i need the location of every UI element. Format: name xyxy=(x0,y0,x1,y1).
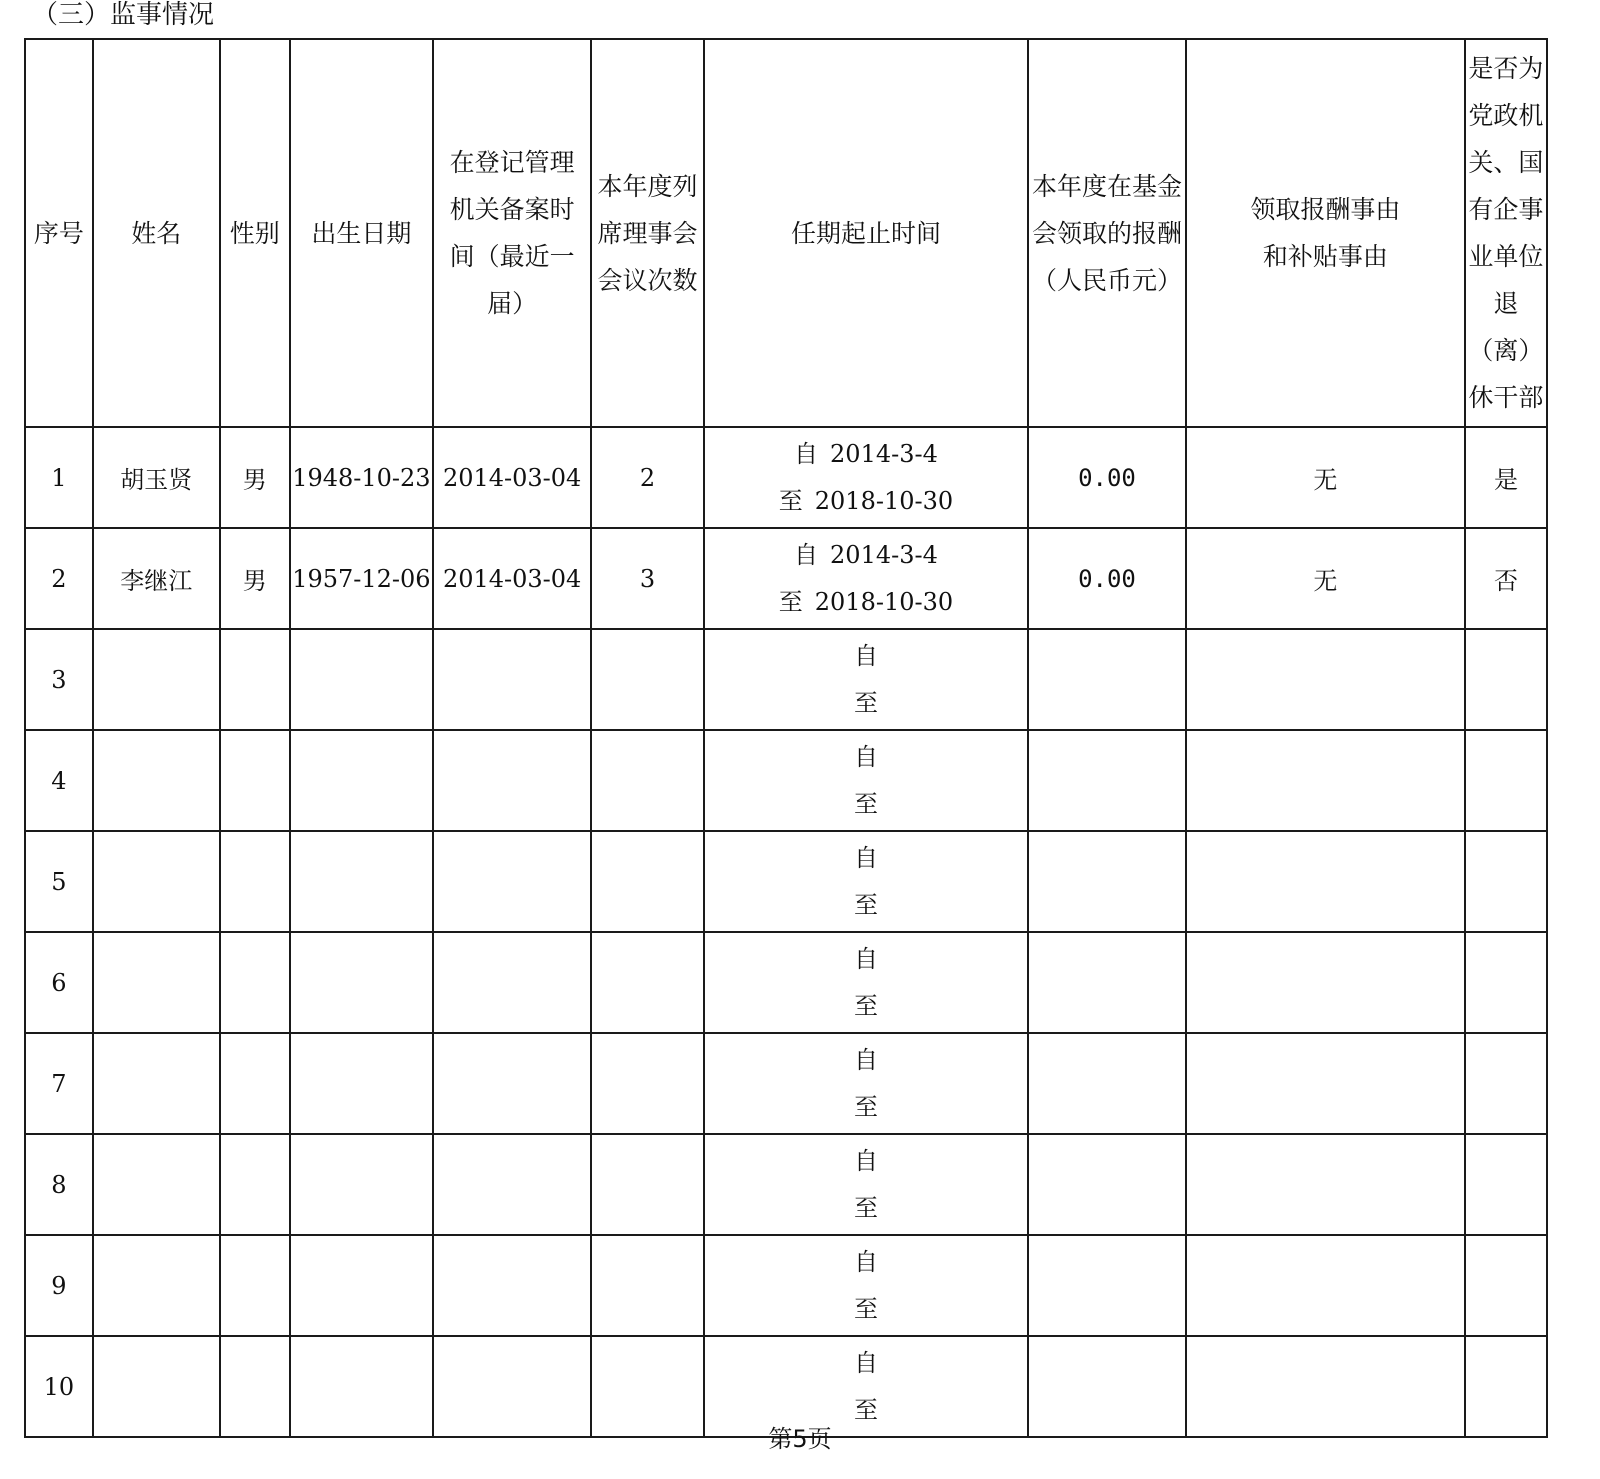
header-seq-label: 序号 xyxy=(33,218,84,248)
row-remuneration: 0.00 xyxy=(1028,427,1186,528)
row-retired-cadre xyxy=(1465,1134,1547,1235)
term-from-word: 自 xyxy=(853,1045,878,1074)
row-gender xyxy=(220,629,290,730)
term-from-date: 2014-3-4 xyxy=(830,540,938,569)
header-registration xyxy=(433,39,591,427)
row-birth-date xyxy=(290,1033,434,1134)
row-term xyxy=(704,1235,1028,1336)
row-meeting-count xyxy=(591,629,704,730)
row-seq: 8 xyxy=(25,1134,93,1235)
header-term xyxy=(704,39,1028,427)
row-retired-cadre xyxy=(1465,1033,1547,1134)
header-remuneration xyxy=(1028,39,1186,427)
row-reason xyxy=(1186,1033,1465,1134)
row-name xyxy=(93,932,220,1033)
row-remuneration xyxy=(1028,1235,1186,1336)
row-remuneration xyxy=(1028,1134,1186,1235)
row-name xyxy=(93,1235,220,1336)
table-row xyxy=(25,730,1547,831)
term-from xyxy=(705,936,1027,983)
table-row xyxy=(25,1033,1547,1134)
header-gender xyxy=(220,39,290,427)
term-from xyxy=(705,1239,1027,1286)
row-registration-date: 2014-03-04 xyxy=(433,427,591,528)
term-from xyxy=(705,1340,1027,1387)
row-seq: 1 xyxy=(25,427,93,528)
header-name xyxy=(93,39,220,427)
page-number: 第5页 xyxy=(768,1425,832,1453)
row-retired-cadre: 是 xyxy=(1465,427,1547,528)
header-meetings xyxy=(591,39,704,427)
header-meetings-label: 本年度列席理事会会议次数 xyxy=(597,171,698,295)
row-registration-date xyxy=(433,730,591,831)
row-reason xyxy=(1186,1134,1465,1235)
row-seq: 7 xyxy=(25,1033,93,1134)
term-to xyxy=(705,1286,1027,1333)
term-from-date: 2014-3-4 xyxy=(830,439,938,468)
term-to xyxy=(705,1185,1027,1232)
row-term xyxy=(704,831,1028,932)
row-seq: 5 xyxy=(25,831,93,932)
term-from xyxy=(705,1037,1027,1084)
term-to-word: 至 xyxy=(778,486,803,515)
term-from xyxy=(705,633,1027,680)
row-name: 李继江 xyxy=(93,528,220,629)
header-remuneration-label: 本年度在基金会领取的报酬（人民币元） xyxy=(1031,171,1182,295)
row-reason xyxy=(1186,1235,1465,1336)
row-gender xyxy=(220,730,290,831)
section-title: （三）监事情况 xyxy=(32,0,215,30)
term-from xyxy=(705,431,1027,478)
row-remuneration: 0.00 xyxy=(1028,528,1186,629)
term-to-word: 至 xyxy=(778,587,803,616)
row-term xyxy=(704,1033,1028,1134)
row-name xyxy=(93,831,220,932)
term-from-word: 自 xyxy=(853,1348,878,1377)
row-seq: 10 xyxy=(25,1336,93,1437)
row-registration-date xyxy=(433,831,591,932)
row-birth-date xyxy=(290,629,434,730)
table-row xyxy=(25,1235,1547,1336)
term-from-word: 自 xyxy=(794,540,819,569)
row-term xyxy=(704,730,1028,831)
row-retired-cadre xyxy=(1465,629,1547,730)
term-to-word: 至 xyxy=(853,890,878,919)
row-meeting-count xyxy=(591,730,704,831)
row-reason xyxy=(1186,629,1465,730)
table-row xyxy=(25,629,1547,730)
row-term xyxy=(704,427,1028,528)
row-reason: 无 xyxy=(1186,528,1465,629)
row-retired-cadre xyxy=(1465,730,1547,831)
term-to-date: 2018-10-30 xyxy=(814,587,954,616)
term-from-word: 自 xyxy=(853,742,878,771)
row-gender xyxy=(220,932,290,1033)
term-to-word: 至 xyxy=(853,789,878,818)
supervisors-table xyxy=(24,38,1548,1438)
row-name xyxy=(93,629,220,730)
table-row xyxy=(25,1134,1547,1235)
table-row xyxy=(25,427,1547,528)
term-from-word: 自 xyxy=(853,944,878,973)
row-seq: 2 xyxy=(25,528,93,629)
term-to-word: 至 xyxy=(853,1092,878,1121)
row-birth-date xyxy=(290,932,434,1033)
row-term xyxy=(704,932,1028,1033)
row-registration-date xyxy=(433,932,591,1033)
row-retired-cadre xyxy=(1465,932,1547,1033)
row-registration-date xyxy=(433,629,591,730)
term-from-word: 自 xyxy=(853,843,878,872)
header-reason xyxy=(1186,39,1465,427)
row-seq: 9 xyxy=(25,1235,93,1336)
term-to xyxy=(705,680,1027,727)
row-retired-cadre xyxy=(1465,831,1547,932)
row-gender: 男 xyxy=(220,528,290,629)
row-meeting-count: 3 xyxy=(591,528,704,629)
term-to xyxy=(705,579,1027,626)
header-party xyxy=(1465,39,1547,427)
row-retired-cadre xyxy=(1465,1235,1547,1336)
row-birth-date xyxy=(290,1235,434,1336)
term-to xyxy=(705,882,1027,929)
header-name-label: 姓名 xyxy=(131,218,182,248)
term-from-word: 自 xyxy=(853,641,878,670)
row-meeting-count xyxy=(591,1033,704,1134)
row-term xyxy=(704,1134,1028,1235)
term-from xyxy=(705,734,1027,781)
row-seq: 6 xyxy=(25,932,93,1033)
row-name xyxy=(93,1033,220,1134)
row-seq: 3 xyxy=(25,629,93,730)
term-to xyxy=(705,1084,1027,1131)
header-seq xyxy=(25,39,93,427)
term-to-word: 至 xyxy=(853,688,878,717)
row-gender xyxy=(220,831,290,932)
row-name xyxy=(93,730,220,831)
row-reason xyxy=(1186,730,1465,831)
header-birth-label: 出生日期 xyxy=(311,218,412,248)
header-registration-label: 在登记管理机关备案时间（最近一届） xyxy=(449,148,575,318)
header-row xyxy=(25,39,1547,427)
row-birth-date: 1948-10-23 xyxy=(290,427,434,528)
term-to-word: 至 xyxy=(853,1395,878,1424)
term-to-word: 至 xyxy=(853,991,878,1020)
term-to-word: 至 xyxy=(853,1294,878,1323)
row-registration-date xyxy=(433,1235,591,1336)
row-birth-date: 1957-12-06 xyxy=(290,528,434,629)
row-remuneration xyxy=(1028,831,1186,932)
row-seq: 4 xyxy=(25,730,93,831)
term-to-word: 至 xyxy=(853,1193,878,1222)
row-name: 胡玉贤 xyxy=(93,427,220,528)
row-birth-date xyxy=(290,730,434,831)
row-reason: 无 xyxy=(1186,427,1465,528)
term-from xyxy=(705,835,1027,882)
row-registration-date xyxy=(433,1033,591,1134)
row-remuneration xyxy=(1028,730,1186,831)
header-birth xyxy=(290,39,434,427)
term-to xyxy=(705,983,1027,1030)
row-birth-date xyxy=(290,831,434,932)
row-gender xyxy=(220,1235,290,1336)
row-name xyxy=(93,1134,220,1235)
row-gender xyxy=(220,1033,290,1134)
header-reason-label: 领取报酬事由和补贴事由 xyxy=(1250,195,1401,271)
row-term xyxy=(704,629,1028,730)
row-meeting-count xyxy=(591,1235,704,1336)
row-reason xyxy=(1186,831,1465,932)
term-from-word: 自 xyxy=(853,1247,878,1276)
term-from-word: 自 xyxy=(853,1146,878,1175)
row-remuneration xyxy=(1028,1033,1186,1134)
table-row xyxy=(25,831,1547,932)
row-birth-date xyxy=(290,1134,434,1235)
header-party-label: 是否为党政机关、国有企事业单位退（离）休干部 xyxy=(1468,54,1544,412)
table-body xyxy=(25,427,1547,1437)
row-registration-date: 2014-03-04 xyxy=(433,528,591,629)
header-term-label: 任期起止时间 xyxy=(790,218,941,248)
row-meeting-count: 2 xyxy=(591,427,704,528)
term-from-word: 自 xyxy=(794,439,819,468)
term-to xyxy=(705,478,1027,525)
term-from xyxy=(705,532,1027,579)
term-from xyxy=(705,1138,1027,1185)
header-gender-label: 性别 xyxy=(229,218,280,248)
row-retired-cadre: 否 xyxy=(1465,528,1547,629)
row-remuneration xyxy=(1028,932,1186,1033)
row-meeting-count xyxy=(591,831,704,932)
row-term xyxy=(704,528,1028,629)
row-gender: 男 xyxy=(220,427,290,528)
row-remuneration xyxy=(1028,629,1186,730)
row-meeting-count xyxy=(591,932,704,1033)
table-row xyxy=(25,528,1547,629)
term-to-date: 2018-10-30 xyxy=(814,486,954,515)
term-to xyxy=(705,781,1027,828)
row-meeting-count xyxy=(591,1134,704,1235)
row-registration-date xyxy=(433,1134,591,1235)
table-row xyxy=(25,932,1547,1033)
row-reason xyxy=(1186,932,1465,1033)
row-gender xyxy=(220,1134,290,1235)
